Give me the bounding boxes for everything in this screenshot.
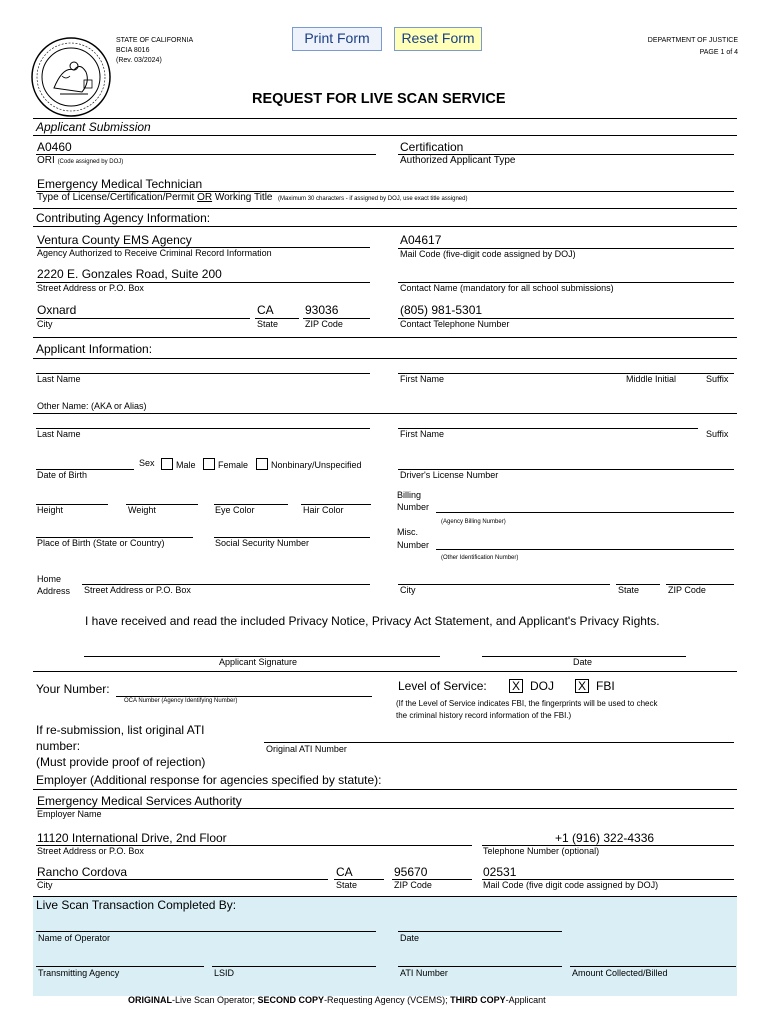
aka-last-name-label: Last Name bbox=[37, 429, 81, 439]
agency-state-field[interactable]: CA bbox=[257, 303, 274, 317]
dl-label: Driver's License Number bbox=[400, 470, 499, 480]
female-label: Female bbox=[218, 460, 249, 470]
sex-label: Sex bbox=[139, 458, 155, 468]
male-label: Male bbox=[176, 460, 196, 470]
your-number-label: Your Number: bbox=[36, 682, 110, 696]
hair-color-label: Hair Color bbox=[303, 505, 344, 515]
page-title: REQUEST FOR LIVE SCAN SERVICE bbox=[252, 91, 506, 107]
home-zip-label: ZIP Code bbox=[668, 585, 706, 595]
operator-label: Name of Operator bbox=[38, 933, 111, 943]
privacy-statement: I have received and read the included Privacy Notice, Privacy Act Statement, and Applicant's Privacy Rights. bbox=[85, 614, 660, 628]
fbi-label: FBI bbox=[596, 679, 615, 693]
state-seal-icon bbox=[30, 36, 112, 118]
employer-state-field[interactable]: CA bbox=[336, 865, 353, 879]
suffix-label: Suffix bbox=[706, 374, 729, 384]
aka-suffix-label: Suffix bbox=[706, 429, 729, 439]
employer-heading: Employer (Additional response for agencies specified by statute): bbox=[36, 773, 382, 787]
ati-number-label: ATI Number bbox=[400, 968, 448, 978]
male-checkbox[interactable] bbox=[161, 458, 173, 470]
agency-zip-field[interactable]: 93036 bbox=[305, 303, 339, 317]
employer-name-field[interactable]: Emergency Medical Services Authority bbox=[37, 794, 242, 808]
mail-code-field[interactable]: A04617 bbox=[400, 233, 442, 247]
license-field[interactable]: Emergency Medical Technician bbox=[37, 177, 203, 191]
reset-form-button[interactable]: Reset Form bbox=[394, 27, 482, 51]
agency-city-label: City bbox=[37, 319, 53, 329]
form-id: BCIA 8016 bbox=[116, 47, 150, 54]
level-of-service-label: Level of Service: bbox=[398, 679, 487, 693]
eye-color-label: Eye Color bbox=[215, 505, 255, 515]
other-name-label: Other Name: (AKA or Alias) bbox=[37, 401, 147, 411]
height-label: Height bbox=[37, 505, 64, 515]
billing-label-1: Billing bbox=[397, 490, 422, 500]
agency-city-field[interactable]: Oxnard bbox=[37, 303, 77, 317]
employer-phone-field[interactable]: +1 (916) 322-4336 bbox=[555, 831, 655, 845]
home-street-label: Street Address or P.O. Box bbox=[84, 585, 191, 595]
agency-zip-label: ZIP Code bbox=[305, 319, 343, 329]
employer-street-field[interactable]: 11120 International Drive, 2nd Floor bbox=[37, 831, 227, 845]
page-indicator: PAGE 1 of 4 bbox=[699, 49, 738, 56]
aka-first-name-label: First Name bbox=[400, 429, 445, 439]
resubmission-label-1: If re-submission, list original ATI bbox=[36, 723, 205, 737]
resubmission-label-2: number: bbox=[36, 739, 81, 753]
agency-label: Agency Authorized to Receive Criminal Record Information bbox=[37, 248, 272, 258]
nonbinary-checkbox[interactable] bbox=[256, 458, 268, 470]
ori-label: ORI (Code assigned by DOJ) bbox=[37, 155, 124, 166]
employer-city-label: City bbox=[37, 880, 53, 890]
agency-field[interactable]: Ventura County EMS Agency bbox=[37, 233, 192, 247]
first-name-label: First Name bbox=[400, 374, 445, 384]
signature-date-label: Date bbox=[573, 657, 593, 667]
amount-collected-label: Amount Collected/Billed bbox=[572, 968, 668, 978]
agency-street-label: Street Address or P.O. Box bbox=[37, 283, 144, 293]
employer-state-label: State bbox=[336, 880, 358, 890]
misc-label-1: Misc. bbox=[397, 527, 418, 537]
employer-mail-code-field[interactable]: 02531 bbox=[483, 865, 517, 879]
home-label-2: Address bbox=[37, 586, 71, 596]
resubmission-label-3: (Must provide proof of rejection) bbox=[36, 755, 206, 769]
transmitting-agency-label: Transmitting Agency bbox=[38, 968, 120, 978]
ori-field[interactable]: A0460 bbox=[37, 140, 72, 154]
department-label: DEPARTMENT OF JUSTICE bbox=[647, 37, 738, 44]
ssn-label: Social Security Number bbox=[215, 538, 310, 548]
home-label-1: Home bbox=[37, 574, 62, 584]
female-checkbox[interactable] bbox=[203, 458, 215, 470]
lsid-label: LSID bbox=[214, 968, 235, 978]
doj-checkbox[interactable]: X bbox=[509, 679, 523, 693]
home-city-label: City bbox=[400, 585, 416, 595]
license-label: Type of License/Certification/Permit OR Working Title (Maximum 30 characters - if assigned by DOJ, use exact title assigned) bbox=[37, 192, 468, 203]
employer-zip-field[interactable]: 95670 bbox=[394, 865, 428, 879]
pob-label: Place of Birth (State or Country) bbox=[37, 538, 165, 548]
weight-label: Weight bbox=[128, 505, 156, 515]
contact-name-label: Contact Name (mandatory for all school submissions) bbox=[400, 283, 614, 293]
misc-sub-label: (Other Identification Number) bbox=[441, 555, 519, 561]
applicant-submission-heading: Applicant Submission bbox=[36, 120, 151, 134]
billing-sub-label: (Agency Billing Number) bbox=[441, 519, 506, 525]
home-state-label: State bbox=[618, 585, 640, 595]
signature-label: Applicant Signature bbox=[219, 657, 298, 667]
live-scan-heading: Live Scan Transaction Completed By: bbox=[36, 898, 237, 912]
employer-mail-code-label: Mail Code (five digit code assigned by DOJ) bbox=[483, 880, 659, 890]
authorized-type-label: Authorized Applicant Type bbox=[400, 155, 516, 166]
last-name-label: Last Name bbox=[37, 374, 81, 384]
doj-label: DOJ bbox=[530, 679, 554, 693]
fbi-note-line-2: the criminal history record information of the FBI.) bbox=[396, 711, 572, 720]
fbi-note-line-1: (If the Level of Service indicates FBI, the fingerprints will be used to check bbox=[396, 699, 658, 708]
misc-label-2: Number bbox=[397, 540, 430, 550]
mail-code-label: Mail Code (five-digit code assigned by DOJ) bbox=[400, 249, 576, 259]
dob-label: Date of Birth bbox=[37, 470, 88, 480]
fbi-checkbox[interactable]: X bbox=[575, 679, 589, 693]
live-scan-date-label: Date bbox=[400, 933, 420, 943]
original-ati-label: Original ATI Number bbox=[266, 744, 347, 754]
agency-state-label: State bbox=[257, 319, 279, 329]
nonbinary-label: Nonbinary/Unspecified bbox=[271, 460, 362, 470]
state-label: STATE OF CALIFORNIA bbox=[116, 37, 194, 44]
applicant-info-heading: Applicant Information: bbox=[36, 342, 153, 356]
employer-name-label: Employer Name bbox=[37, 809, 102, 819]
employer-street-label: Street Address or P.O. Box bbox=[37, 846, 144, 856]
authorized-type-field[interactable]: Certification bbox=[400, 140, 464, 154]
agency-street-field[interactable]: 2220 E. Gonzales Road, Suite 200 bbox=[37, 267, 222, 281]
oca-label: OCA Number (Agency Identifying Number) bbox=[124, 698, 238, 704]
contributing-agency-heading: Contributing Agency Information: bbox=[36, 211, 211, 225]
contact-phone-label: Contact Telephone Number bbox=[400, 319, 510, 329]
employer-phone-label: Telephone Number (optional) bbox=[483, 846, 600, 856]
middle-initial-label: Middle Initial bbox=[626, 374, 677, 384]
employer-city-field[interactable]: Rancho Cordova bbox=[37, 865, 128, 879]
copy-distribution-footer: ORIGINAL-Live Scan Operator; SECOND COPY-Requesting Agency (VCEMS); THIRD COPY-Applicant bbox=[128, 995, 546, 1005]
print-form-button[interactable]: Print Form bbox=[292, 27, 382, 51]
billing-label-2: Number bbox=[397, 502, 430, 512]
contact-phone-field[interactable]: (805) 981-5301 bbox=[400, 303, 483, 317]
employer-zip-label: ZIP Code bbox=[394, 880, 432, 890]
revision-date: (Rev. 03/2024) bbox=[116, 57, 162, 64]
